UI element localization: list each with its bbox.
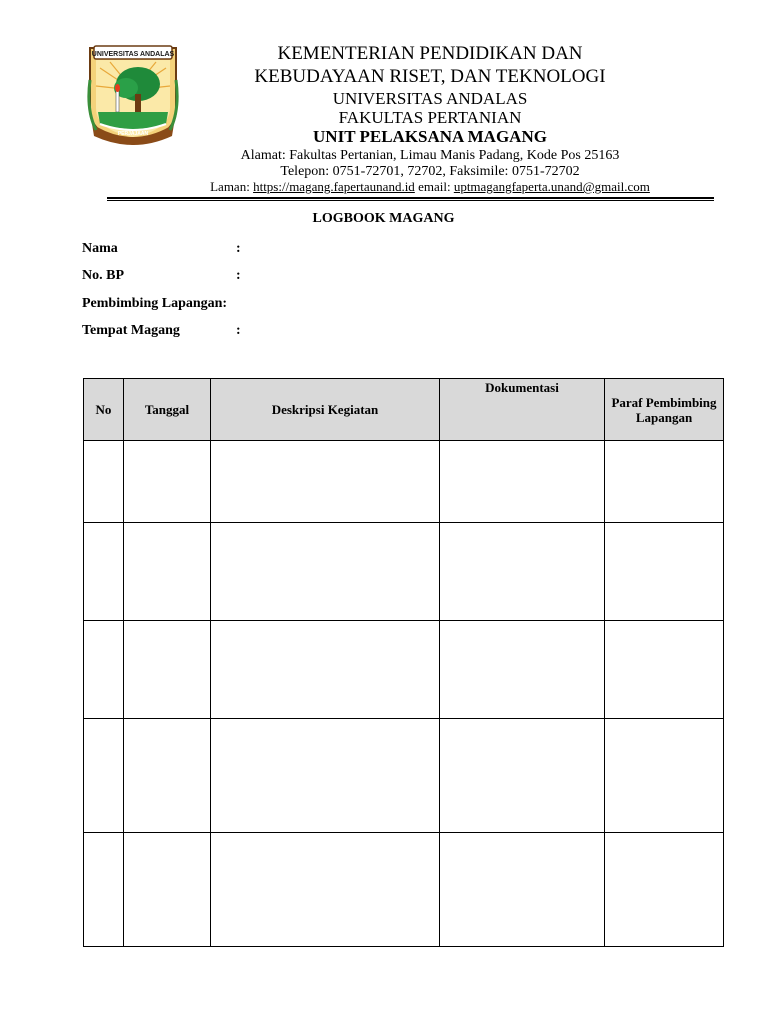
logo-text-top: UNIVERSITAS ANDALAS xyxy=(91,51,175,58)
cell-tanggal[interactable] xyxy=(124,621,211,719)
logo-text-bottom: PERJAJAAN xyxy=(117,131,149,137)
field-label-pembimbing: Pembimbing Lapangan: xyxy=(82,296,228,311)
cell-tanggal[interactable] xyxy=(124,833,211,947)
web-prefix: Laman: xyxy=(210,179,254,194)
header-tanggal: Tanggal xyxy=(124,379,211,441)
header-paraf: Paraf Pembimbing Lapangan xyxy=(605,379,724,441)
address-line: Alamat: Fakultas Pertanian, Limau Manis Padang, Kode Pos 25163 xyxy=(240,148,620,163)
cell-deskripsi[interactable] xyxy=(211,621,440,719)
field-colon-tempat: : xyxy=(236,323,241,338)
university-name: UNIVERSITAS ANDALAS xyxy=(332,89,528,108)
table-header-row xyxy=(84,379,724,441)
cell-dokumentasi[interactable] xyxy=(440,523,605,621)
cell-deskripsi[interactable] xyxy=(211,523,440,621)
cell-tanggal[interactable] xyxy=(124,523,211,621)
cell-paraf[interactable] xyxy=(605,621,724,719)
cell-dokumentasi[interactable] xyxy=(440,719,605,833)
letterhead-divider xyxy=(107,197,714,201)
cell-deskripsi[interactable] xyxy=(211,833,440,947)
cell-tanggal[interactable] xyxy=(124,441,211,523)
unit-name: UNIT PELAKSANA MAGANG xyxy=(313,127,547,146)
field-label-no-bp: No. BP xyxy=(82,268,124,283)
ministry-line-2: KEBUDAYAAN RISET, DAN TEKNOLOGI xyxy=(254,66,606,87)
logbook-table xyxy=(83,378,724,947)
cell-dokumentasi[interactable] xyxy=(440,621,605,719)
cell-paraf[interactable] xyxy=(605,719,724,833)
cell-tanggal[interactable] xyxy=(124,719,211,833)
cell-dokumentasi[interactable] xyxy=(440,441,605,523)
cell-no[interactable] xyxy=(84,523,124,621)
table-row xyxy=(84,523,724,621)
email-link[interactable]: uptmagangfaperta.unand@gmail.com xyxy=(453,179,650,194)
phone-line: Telepon: 0751-72701, 72702, Faksimile: 0751-72702 xyxy=(280,164,580,179)
cell-no[interactable] xyxy=(84,621,124,719)
cell-no[interactable] xyxy=(84,833,124,947)
website-link[interactable]: https://magang.fapertaunand.id xyxy=(253,179,415,194)
header-no: No xyxy=(84,379,124,441)
cell-dokumentasi[interactable] xyxy=(440,833,605,947)
cell-paraf[interactable] xyxy=(605,441,724,523)
cell-deskripsi[interactable] xyxy=(211,719,440,833)
field-label-nama: Nama xyxy=(82,241,118,256)
faculty-name: FAKULTAS PERTANIAN xyxy=(338,108,522,127)
table-row xyxy=(84,621,724,719)
table-row xyxy=(84,719,724,833)
cell-no[interactable] xyxy=(84,441,124,523)
header-dokumentasi: Dokumentasi xyxy=(440,379,605,441)
field-colon-nama: : xyxy=(236,241,241,256)
table-row xyxy=(84,441,724,523)
header-deskripsi: Deskripsi Kegiatan xyxy=(211,379,440,441)
cell-paraf[interactable] xyxy=(605,833,724,947)
cell-paraf[interactable] xyxy=(605,523,724,621)
cell-deskripsi[interactable] xyxy=(211,441,440,523)
email-prefix: email: xyxy=(414,179,454,194)
ministry-line-1: KEMENTERIAN PENDIDIKAN DAN xyxy=(277,43,583,64)
field-colon-no-bp: : xyxy=(236,268,241,283)
document-title: LOGBOOK MAGANG xyxy=(312,211,455,226)
field-label-tempat: Tempat Magang xyxy=(82,323,180,338)
table-row xyxy=(84,833,724,947)
cell-no[interactable] xyxy=(84,719,124,833)
contact-line xyxy=(180,179,680,195)
university-logo xyxy=(86,40,180,146)
